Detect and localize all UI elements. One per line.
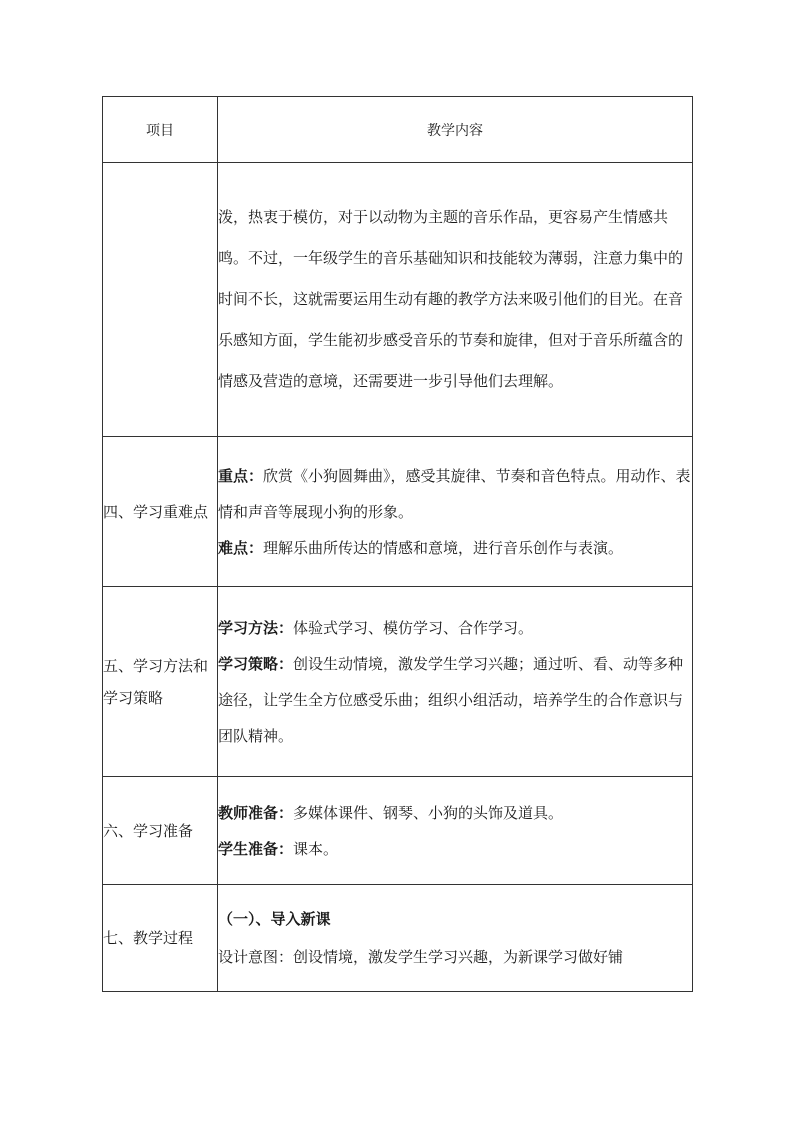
strategy-text: 创设生动情境，激发学生学习兴趣；通过听、看、动等多种途径，让学生全方位感受乐曲；组织小组活动，培养学生的合作意识与团队精神。 — [218, 654, 684, 745]
key-point-label: 重点： — [218, 466, 264, 485]
student-prep-text: 课本。 — [293, 839, 339, 858]
key-point-paragraph — [218, 458, 692, 530]
design-intent-text: 设计意图：创设情境，激发学生学习兴趣，为新课学习做好铺 — [218, 948, 624, 966]
row-label-empty — [103, 163, 218, 437]
row-content-continued — [218, 163, 693, 437]
student-prep-label: 学生准备： — [218, 839, 294, 858]
table-row-key-points — [103, 437, 693, 587]
table-row-preparation — [103, 777, 693, 885]
method-label: 学习方法： — [218, 618, 294, 637]
row-content-methods — [218, 587, 693, 777]
difficult-point-label: 难点： — [218, 538, 264, 557]
row-content-preparation — [218, 777, 693, 885]
header-content: 教学内容 — [218, 97, 693, 163]
row-label-process: 七、教学过程 — [103, 885, 218, 992]
student-prep-paragraph — [218, 831, 692, 867]
strategy-paragraph — [218, 646, 692, 754]
strategy-label: 学习策略： — [218, 654, 294, 673]
method-text: 体验式学习、模仿学习、合作学习。 — [293, 618, 534, 637]
difficult-point-text: 理解乐曲所传达的情感和意境，进行音乐创作与表演。 — [263, 538, 624, 557]
row-content-key-points — [218, 437, 693, 587]
section-title: （一）、导入新课 — [218, 910, 331, 928]
teacher-prep-label: 教师准备： — [218, 803, 294, 822]
lesson-plan-table — [102, 96, 693, 992]
teacher-prep-text: 多媒体课件、钢琴、小狗的头饰及道具。 — [293, 803, 564, 822]
key-point-text: 欣赏《小狗圆舞曲》，感受其旋律、节奏和音色特点。用动作、表情和声音等展现小狗的形象。 — [218, 466, 691, 521]
student-analysis-text: 泼，热衷于模仿，对于以动物为主题的音乐作品，更容易产生情感共鸣。不过，一年级学生的音乐基础知识和技能较为薄弱，注意力集中的时间不长，这就需要运用生动有趣的教学方法来吸引他们的目光。在音乐感知方面，学生能初步感受音乐的节奏和旋律，但对于音乐所蕴含的情感及营造的意境，还需要进一步引导他们去理解。 — [218, 208, 684, 390]
header-item: 项目 — [103, 97, 218, 163]
table-row-continued — [103, 163, 693, 437]
section-title-paragraph — [218, 900, 692, 938]
row-label-methods: 五、学习方法和学习策略 — [103, 587, 218, 777]
row-label-preparation: 六、学习准备 — [103, 777, 218, 885]
difficult-point-paragraph — [218, 530, 692, 566]
table-header-row — [103, 97, 693, 163]
teacher-prep-paragraph — [218, 795, 692, 831]
method-paragraph — [218, 610, 692, 646]
table-row-methods — [103, 587, 693, 777]
row-content-process — [218, 885, 693, 992]
table-row-process — [103, 885, 693, 992]
row-label-key-points: 四、学习重难点 — [103, 437, 218, 587]
